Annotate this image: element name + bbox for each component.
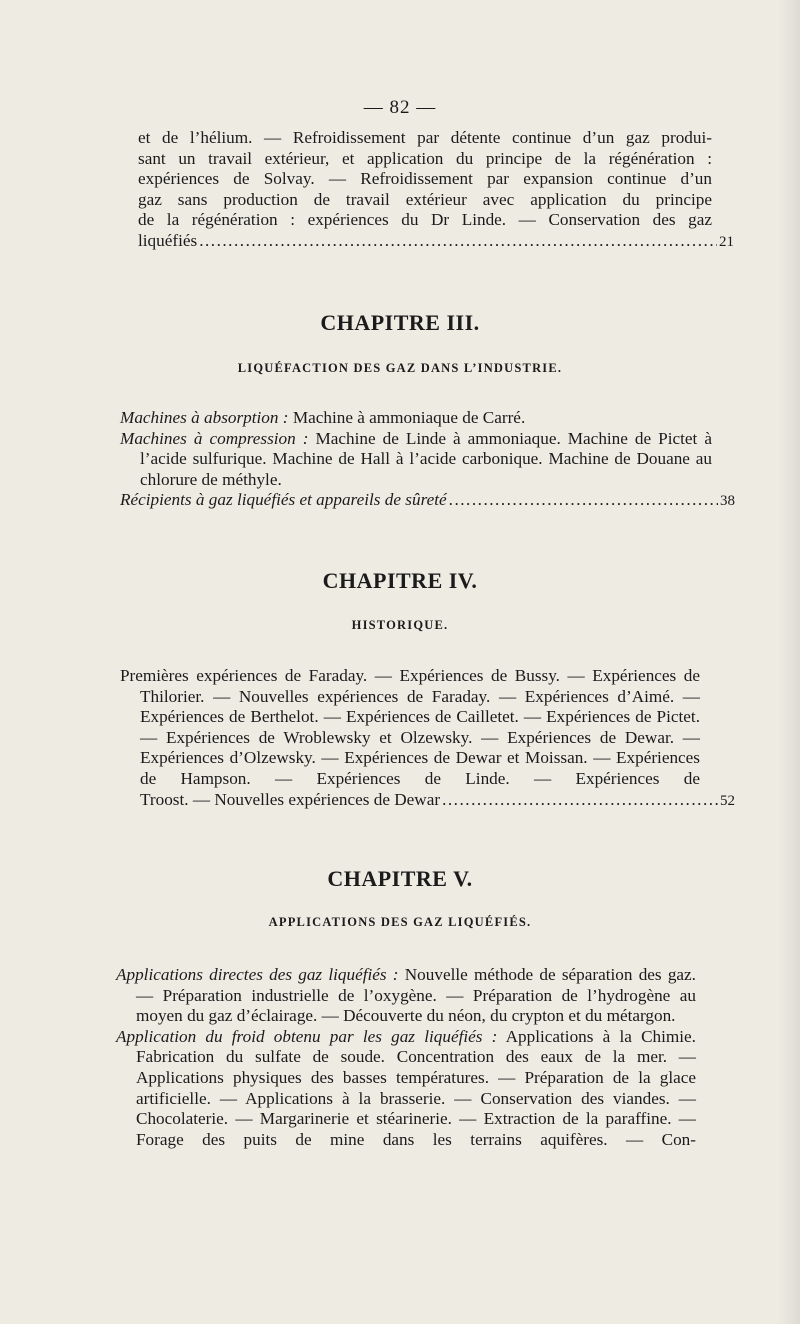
chapter-4-heading: CHAPITRE IV. <box>322 568 478 593</box>
leader-dots <box>442 790 718 811</box>
entry-lead: Applications directes des gaz liquéfiés : <box>116 965 399 984</box>
chapter-3-subtitle: LIQUÉFACTION DES GAZ DANS L’INDUSTRIE. <box>237 361 563 375</box>
page-edge-shadow <box>778 0 800 1324</box>
chapter-4-entry: Premières expériences de Faraday. — Expériences de Bussy. — Expériences de Thilorier. — Nouvelles expériences de Faraday. — Expériences d’Aimé. — Expériences de Berthelot. — Expériences de Cailletet. — Expériences de Pictet. — Expériences de Wroblewsky et Olzewsky. — Expériences de Dewar. — Expériences d’Olzewsky. — Expériences de Dewar et Moissan. — Expériences de Hampson. — Expériences de Linde. — Expériences de <box>120 666 700 788</box>
chapter-3-entry-3 <box>120 490 735 512</box>
intro-line: sant un travail extérieur, et application du principe de la régénération : <box>138 148 712 168</box>
entry-lead: Application du froid obtenu par les gaz liquéfiés : <box>116 1026 498 1046</box>
intro-page-ref: 21 <box>719 233 734 250</box>
chapter-3-body <box>120 408 735 512</box>
chapter-5-heading: CHAPITRE V. <box>327 866 473 891</box>
chapter-5-subtitle: APPLICATIONS DES GAZ LIQUÉFIÉS. <box>268 915 532 929</box>
chapter-3-heading: CHAPITRE III. <box>320 310 480 335</box>
chapter-3-entry-2 <box>120 429 712 491</box>
entry-text: Nouvelle méthode de séparation des gaz. — Préparation industrielle de l’oxygène. — Préparation de l’hydrogène au moyen du gaz d’éclairage. — Découverte du néon, du crypton et du métargon. <box>136 965 696 1026</box>
entry-lead: Machines à absorption : <box>120 408 289 427</box>
leader-dots <box>199 231 717 252</box>
page-number: — 82 — <box>363 97 437 118</box>
entry-lead: Récipients à gaz liquéfiés et appareils de sûreté <box>120 490 447 510</box>
intro-line: de la régénération : expériences du Dr Linde. — Conservation des gaz <box>138 210 712 230</box>
intro-ref-line <box>138 231 734 253</box>
chapter-3-page-ref: 38 <box>720 493 735 510</box>
entry-lead: Machines à compression : <box>120 428 309 448</box>
chapter-4-body <box>120 666 735 811</box>
entry-text: Machine de Linde à ammoniaque. Machine de Pictet à l’acide sulfurique. Machine de Hall à l’acide carbonique. Machine de Douane au chlorure de méthyle. <box>140 428 712 489</box>
chapter-5-body <box>116 965 696 1150</box>
chapter-4-last-text: Troost. — Nouvelles expériences de Dewar <box>140 789 441 809</box>
intro-line: expériences de Solvay. — Refroidissement par expansion continue d’un <box>138 169 712 189</box>
leader-dots <box>449 490 718 511</box>
chapter-4-page-ref: 52 <box>720 792 735 809</box>
chapter-5-entry-1 <box>116 965 696 1027</box>
chapter-4-subtitle: HISTORIQUE. <box>351 618 449 632</box>
intro-entry <box>138 128 734 253</box>
intro-line: et de l’hélium. — Refroidissement par détente continue d’un gaz produi- <box>138 128 712 147</box>
chapter-5-entry-2 <box>116 1027 696 1151</box>
chapter-3-entry-1 <box>120 408 712 429</box>
entry-text: Applications à la Chimie. Fabrication du sulfate de soude. Concentration des eaux de la mer. — Applications physiques des basses températures. — Préparation de la glace artificielle. — Applications à la brasserie. — Conservation des viandes. — Chocolaterie. — Margarinerie et stéarinerie. — Extraction de la paraffine. — Forage des puits de mine dans les terrains aquifères. — Con- <box>136 1026 696 1149</box>
chapter-4-ref-line <box>120 790 735 812</box>
entry-text: Machine à ammoniaque de Carré. <box>288 408 526 427</box>
intro-line: gaz sans production de travail extérieur avec application du principe <box>138 189 712 209</box>
intro-last-text: liquéfiés <box>138 230 198 250</box>
